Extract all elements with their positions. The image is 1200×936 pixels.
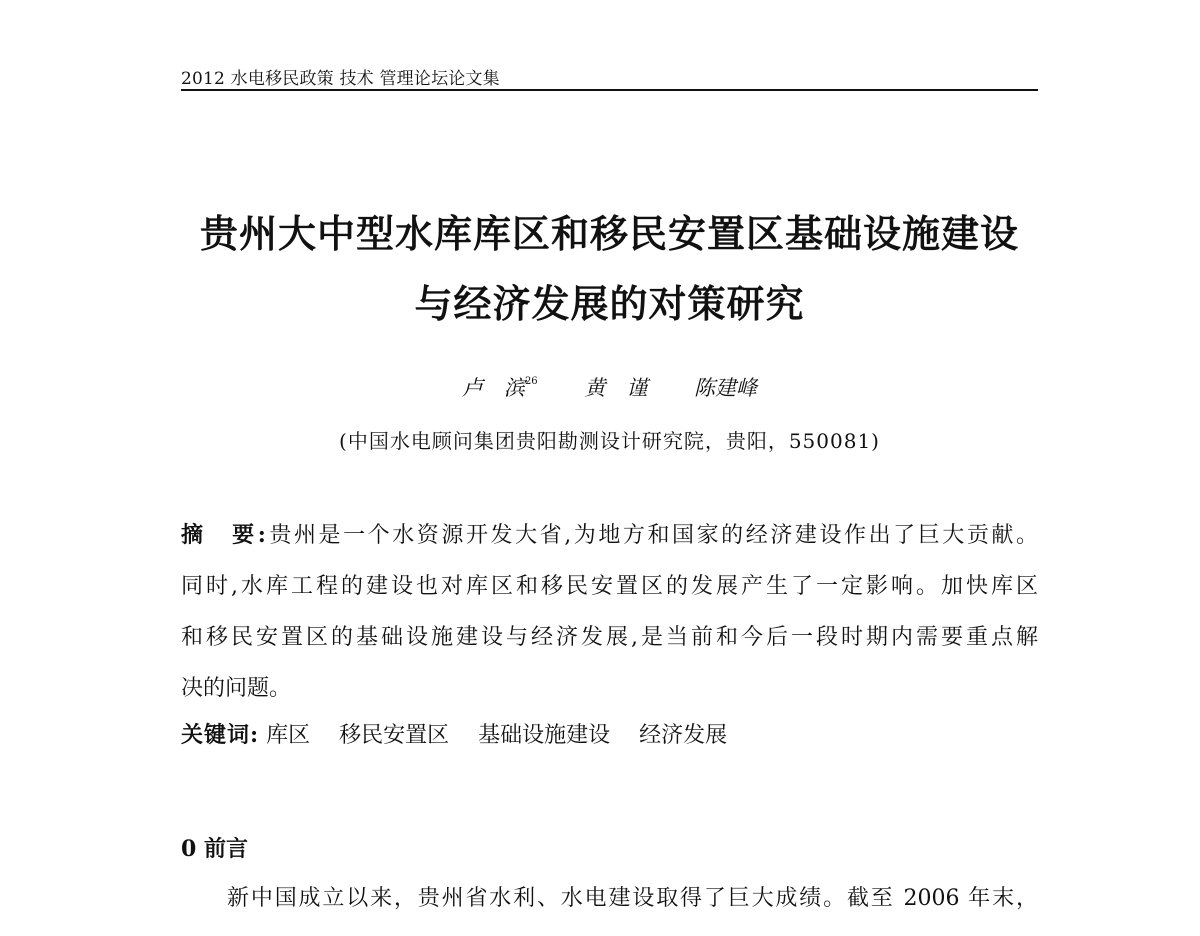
title-line-1: 贵州大中型水库库区和移民安置区基础设施建设: [199, 211, 1019, 256]
abstract: [181, 518, 1038, 722]
abstract-line-3: 和移民安置区的基础设施建设与经济发展,是当前和今后一段时期内需要重点解: [181, 625, 1038, 650]
body-paragraph-line: 新中国成立以来，贵州省水利、水电建设取得了巨大成绩。截至 2006 年末，: [227, 886, 1038, 911]
abstract-text: 贵州是一个水资源开发大省,为地方和国家的经济建设作出了巨大贡献。: [266, 523, 1038, 548]
keywords: [181, 718, 749, 749]
author-list: [181, 372, 1038, 402]
affiliation: (中国水电顾问集团贵阳勘测设计研究院，贵阳，550081): [339, 429, 880, 453]
author-name: 卢 滨: [461, 376, 525, 400]
abstract-line-1: [181, 518, 1038, 569]
running-header: 2012 水电移民政策 技术 管理论坛论文集: [181, 69, 500, 89]
author-1: [462, 372, 538, 402]
abstract-label: 摘 要:: [181, 522, 267, 548]
header-rule: [181, 89, 1038, 91]
author-footnote-mark: 26: [524, 376, 538, 387]
author-name: 陈建峰: [694, 376, 758, 400]
keyword: 经济发展: [639, 723, 728, 748]
keyword: 移民安置区: [339, 723, 450, 748]
author-2: [584, 372, 647, 402]
keyword: 库区: [266, 723, 311, 748]
abstract-line-2: 同时,水库工程的建设也对库区和移民安置区的发展产生了一定影响。加快库区: [181, 574, 1038, 599]
keywords-label: 关键词:: [181, 722, 260, 748]
title-line-2: 与经济发展的对策研究: [414, 281, 805, 326]
author-3: [694, 372, 757, 402]
author-name: 黄 谨: [584, 376, 648, 400]
keyword: 基础设施建设: [478, 723, 611, 748]
abstract-line-4: 决的问题。: [181, 676, 292, 701]
section-heading: 0 前言: [181, 836, 248, 862]
